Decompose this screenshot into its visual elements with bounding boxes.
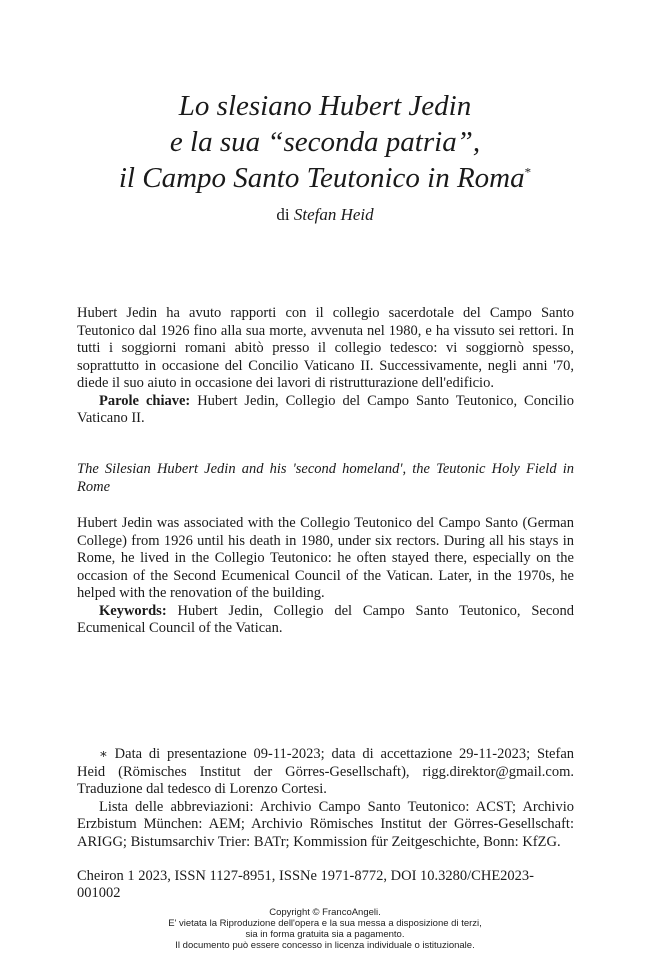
abstract-english-text: Hubert Jedin was associated with the Collegio Teutonico del Campo Santo (German College) from 1926 until his death in 1980, under six rectors. During all his stays in Rome, he lived in the Collegio Teutonico: he often stayed there, especially on the occasion of the Second Ecumenical Council of the Vatican. Later, in the 1970s, he helped with the renovation of the building. [77, 515, 574, 601]
copyright-notice [60, 907, 590, 951]
footnote [77, 745, 574, 851]
copyright-line-2: E' vietata la Riproduzione dell'opera e la sua messa a disposizione di terzi, [168, 918, 482, 929]
footnote-text: Data di presentazione 09-11-2023; data di accettazione 29-11-2023; Stefan Heid (Römisches Institut der Görres-Gesellschaft), rigg.direktor@gmail.com. Traduzione dal tedesco di Lorenzo Cortesi. [77, 746, 575, 797]
keywords-english-text: Hubert Jedin, Collegio del Campo Santo Teutonico, Second Ecumenical Council of the Vatican. [77, 602, 575, 636]
title-footnote-mark[interactable]: * [524, 164, 532, 180]
journal-citation: Cheiron 1 2023, ISSN 1127-8951, ISSNe 1971-8772, DOI 10.3280/CHE2023-001002 [77, 868, 535, 901]
byline [60, 205, 590, 225]
copyright-line-1: Copyright © FrancoAngeli. [269, 907, 381, 918]
title-line-2: e la sua “seconda patria”, [169, 126, 481, 158]
abstract-english [77, 515, 574, 638]
keywords-italian [77, 393, 574, 428]
abstract-italian [77, 305, 574, 428]
title-line-3 [60, 160, 590, 196]
keywords-english-label: Keywords: [99, 602, 167, 619]
copyright-line-3: sia in forma gratuita sia a pagamento. [245, 929, 405, 940]
title-line-3-text: il Campo Santo Teutonico in Roma [118, 162, 525, 194]
keywords-italian-text: Hubert Jedin, Collegio del Campo Santo Teutonico, Concilio Vaticano II. [77, 392, 574, 426]
abstract-italian-text: Hubert Jedin ha avuto rapporti con il collegio sacerdotale del Campo Santo Teutonico dal 1926 fino alla sua morte, avvenuta nel 1980, e ha vissuto sei rettori. In tutti i soggiorni romani abitò presso il collegio tedesco: vi soggiornò spesso, soprattutto in occasione del Concilio Vaticano II. Successivamente, negli anni '70, diede il suo aiuto in occasione dei lavori di ristrutturazione dell'edificio. [77, 305, 574, 391]
article-title [60, 88, 590, 196]
english-title: The Silesian Hubert Jedin and his 'second homeland', the Teutonic Holy Field in Rome [77, 461, 574, 495]
keywords-italian-label: Parole chiave: [99, 392, 191, 409]
footnote-dates [77, 745, 574, 799]
byline-prefix: di [276, 205, 290, 224]
footnote-abbreviations: Lista delle abbreviazioni: Archivio Campo Santo Teutonico: ACST; Archivio Erzbistum München: AEM; Archivio Römisches Institut der Görres-Gesellschaft: ARIGG; Bistumsarchiv Trier: BATr; Kommission für Zeitgeschichte, Bonn: KfZG. [77, 798, 574, 850]
footnote-mark: ∗ [99, 746, 108, 761]
keywords-english [77, 603, 574, 638]
author-name: Stefan Heid [293, 205, 374, 224]
copyright-line-4: Il documento può essere concesso in licenza individuale o istituzionale. [175, 940, 475, 951]
title-line-1: Lo slesiano Hubert Jedin [178, 90, 472, 122]
